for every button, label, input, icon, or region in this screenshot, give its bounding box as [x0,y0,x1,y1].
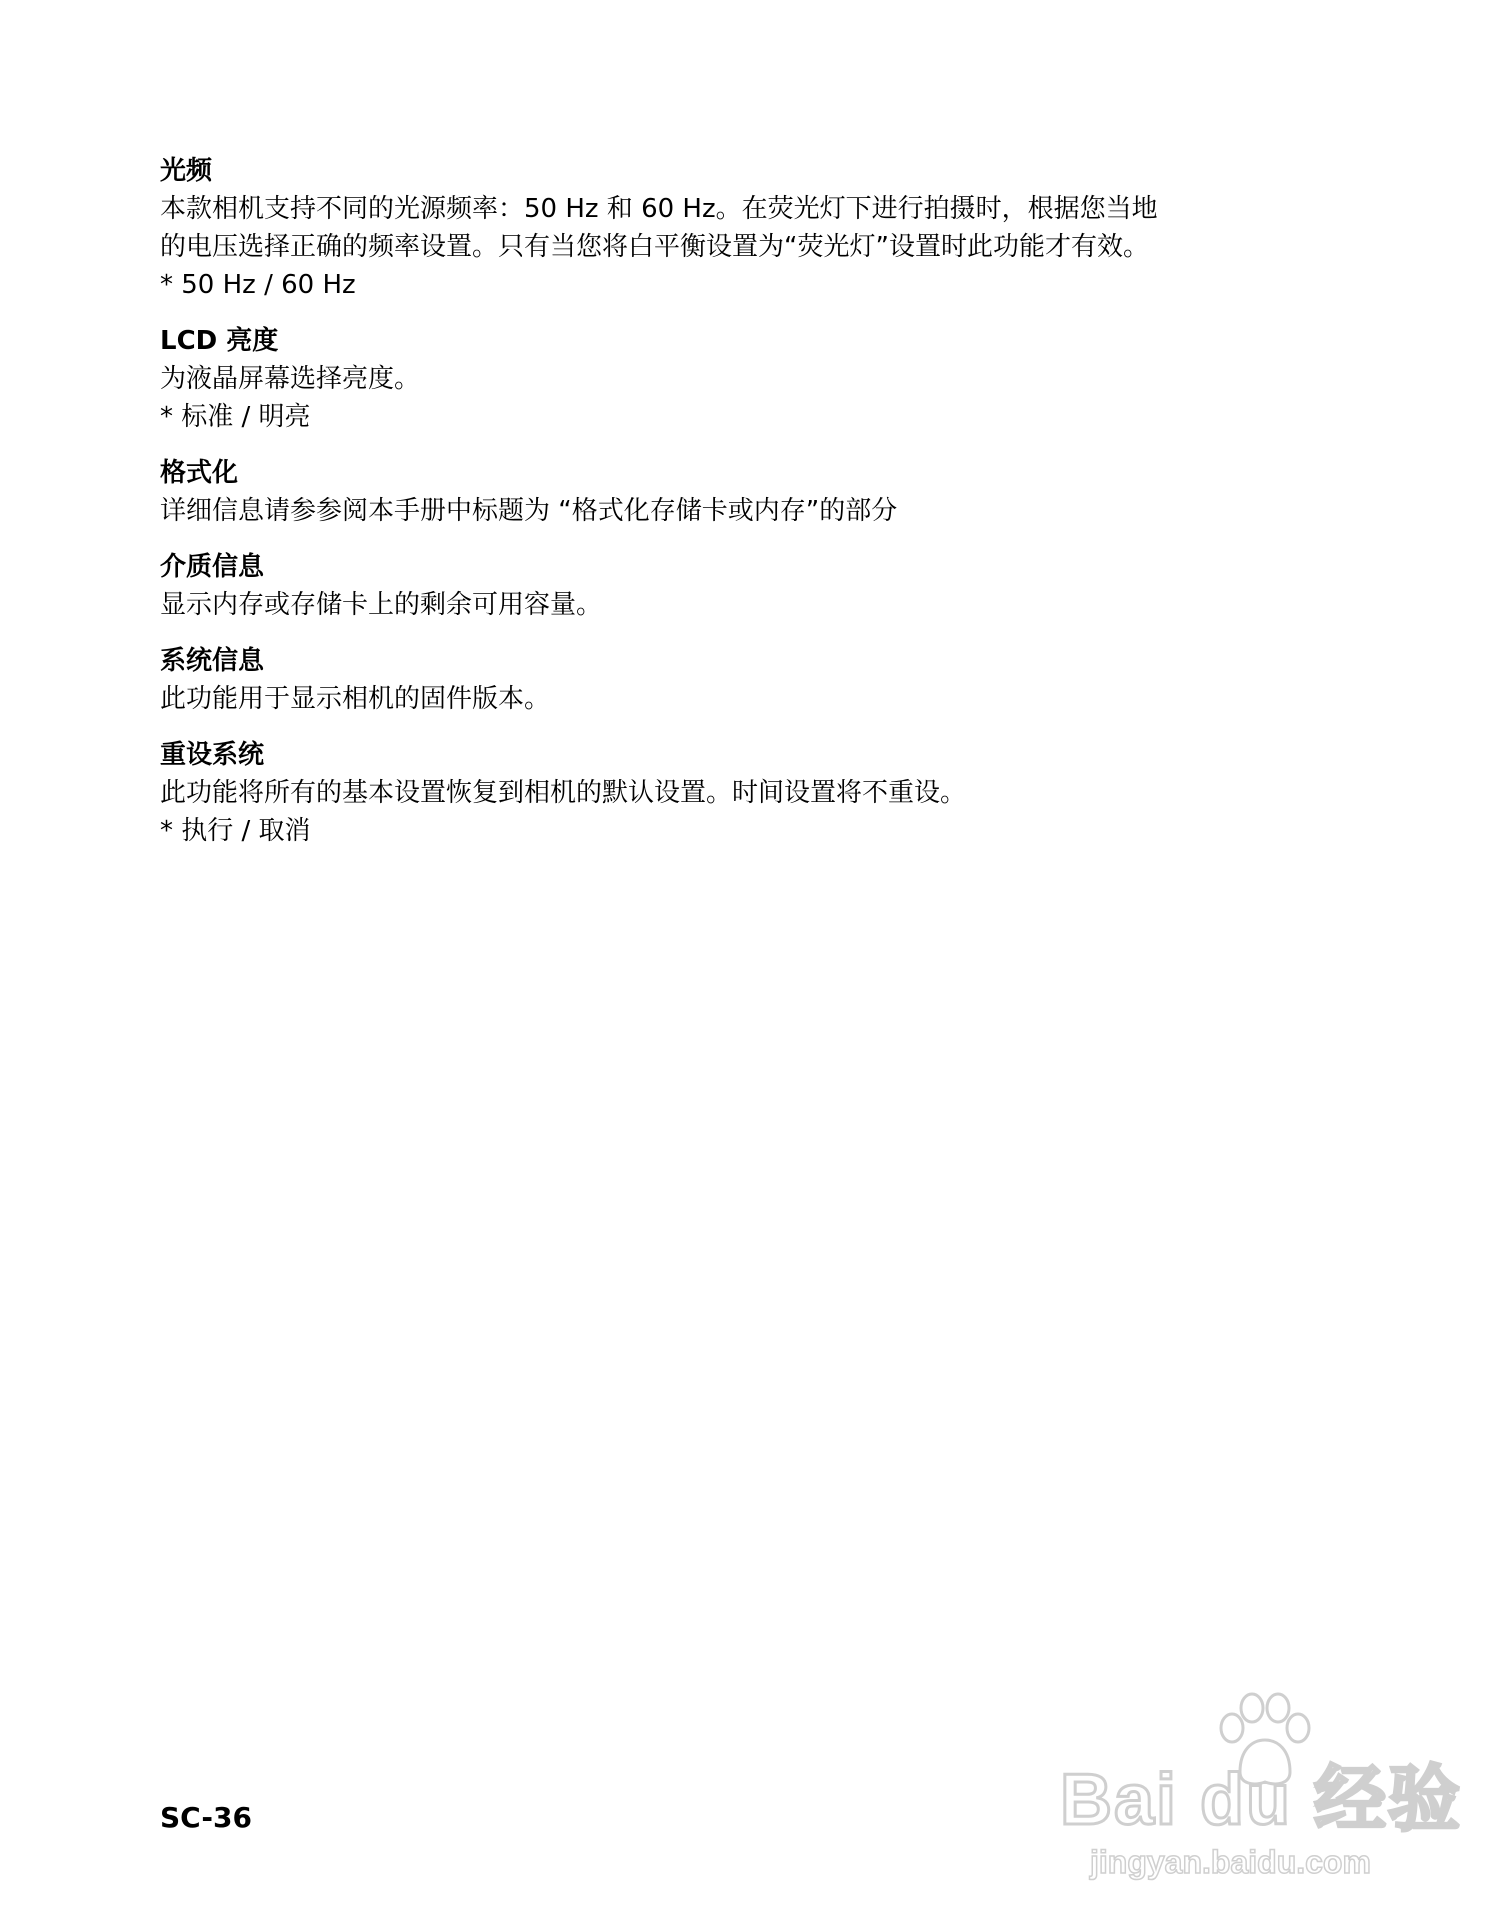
section-heading: LCD 亮度 [160,326,279,356]
section-light-frequency [160,152,1360,304]
section-options-line: * 50 Hz / 60 Hz [160,270,356,300]
section-reset-system [160,736,1360,850]
section-heading: 系统信息 [160,646,265,676]
section-text-line: 本款相机支持不同的光源频率：50 Hz 和 60 Hz。在荧光灯下进行拍摄时，根据您当地 [160,194,1158,224]
section-heading: 光频 [160,156,213,186]
watermark-logo-text: Bai du 经验 [1060,1760,1463,1840]
section-format [160,454,1360,530]
section-text-line: 详细信息请参参阅本手册中标题为 “格式化存储卡或内存”的部分 [160,496,898,526]
section-options-line: * 执行 / 取消 [160,816,311,846]
section-system-info [160,642,1360,718]
document-body [160,152,1360,850]
page-number: SC-36 [160,1801,252,1834]
watermark-url-text: jingyan.baidu.com [1090,1844,1371,1880]
section-text-line: 显示内存或存储卡上的剩余可用容量。 [160,590,603,620]
section-heading: 格式化 [160,458,239,488]
section-text-line: 的电压选择正确的频率设置。只有当您将白平衡设置为“荧光灯”设置时此功能才有效。 [160,232,1149,262]
section-heading: 重设系统 [160,740,265,770]
section-lcd-brightness [160,322,1360,436]
section-heading: 介质信息 [160,552,265,582]
section-media-info [160,548,1360,624]
section-text-line: 为液晶屏幕选择亮度。 [160,364,421,394]
baidu-jingyan-watermark [1060,1690,1463,1890]
section-text-line: 此功能将所有的基本设置恢复到相机的默认设置。时间设置将不重设。 [160,778,967,808]
section-text-line: 此功能用于显示相机的固件版本。 [160,684,551,714]
section-options-line: * 标准 / 明亮 [160,402,311,432]
